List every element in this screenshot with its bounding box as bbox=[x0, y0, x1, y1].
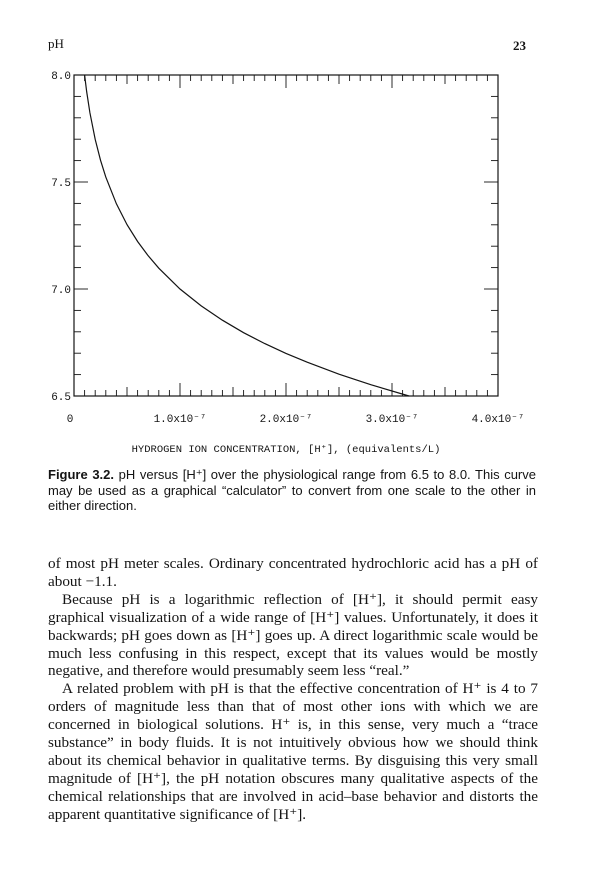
y-tick-labels bbox=[51, 71, 71, 404]
figure-caption bbox=[48, 467, 536, 514]
y-tick-label: 7.0 bbox=[51, 285, 71, 297]
x-tick-label: 1.0x10⁻⁷ bbox=[153, 414, 207, 426]
running-head: pH bbox=[48, 36, 64, 51]
x-axis-title: HYDROGEN ION CONCENTRATION, [H⁺], (equivalents/L) bbox=[131, 444, 441, 456]
figure bbox=[30, 62, 550, 462]
y-tick-label: 6.5 bbox=[51, 392, 71, 404]
y-tick-label: 7.5 bbox=[51, 178, 71, 190]
x-tick-label: 4.0x10⁻⁷ bbox=[471, 414, 525, 426]
paragraph-3: A related problem with pH is that the effective concentration of H⁺ is 4 to 7 orders of magnitude less than that of most other ions with which we are concerned in biological solutions. H⁺ is, in this sense, very much a “trace substance” in body fluids. It is not intuitively obvious how we should think about its chemical behavior in qualitative terms. By disguising this very small magnitude of [H⁺], the pH notation obscures many qualitative aspects of the chemical relationships that are involved in acid–base behavior and distorts the apparent quantitative significance of [H⁺]. bbox=[48, 680, 538, 823]
figure-caption-text: pH versus [H⁺] over the physiological range from 6.5 to 8.0. This curve may be used as a graphical “calculator” to convert from one scale to the other in either direction. bbox=[48, 467, 536, 513]
axis-ticks bbox=[74, 75, 498, 396]
x-tick-label: 0 bbox=[66, 414, 74, 426]
paragraph-2: Because pH is a logarithmic reflection of [H⁺], it should permit easy graphical visualization of a wide range of [H⁺] values. Unfortunately, it does it backwards; pH goes down as [H⁺] goes up. A direct logarithmic scale would be much less confusing in this respect, except that its values would be mostly negative, and therefore would presumably seem less “real.” bbox=[48, 590, 538, 680]
page-number: 23 bbox=[513, 38, 526, 53]
x-tick-label: 3.0x10⁻⁷ bbox=[365, 414, 419, 426]
ph-chart bbox=[30, 62, 550, 462]
x-tick-label: 2.0x10⁻⁷ bbox=[259, 414, 313, 426]
y-tick-label: 8.0 bbox=[51, 71, 71, 83]
body-text bbox=[48, 555, 538, 824]
figure-label: Figure 3.2. bbox=[48, 467, 115, 482]
plot-frame bbox=[74, 75, 498, 396]
x-tick-labels bbox=[67, 414, 525, 426]
ph-curve bbox=[85, 75, 409, 396]
paragraph-1: of most pH meter scales. Ordinary concentrated hydrochloric acid has a pH of about −1.1. bbox=[48, 555, 538, 590]
